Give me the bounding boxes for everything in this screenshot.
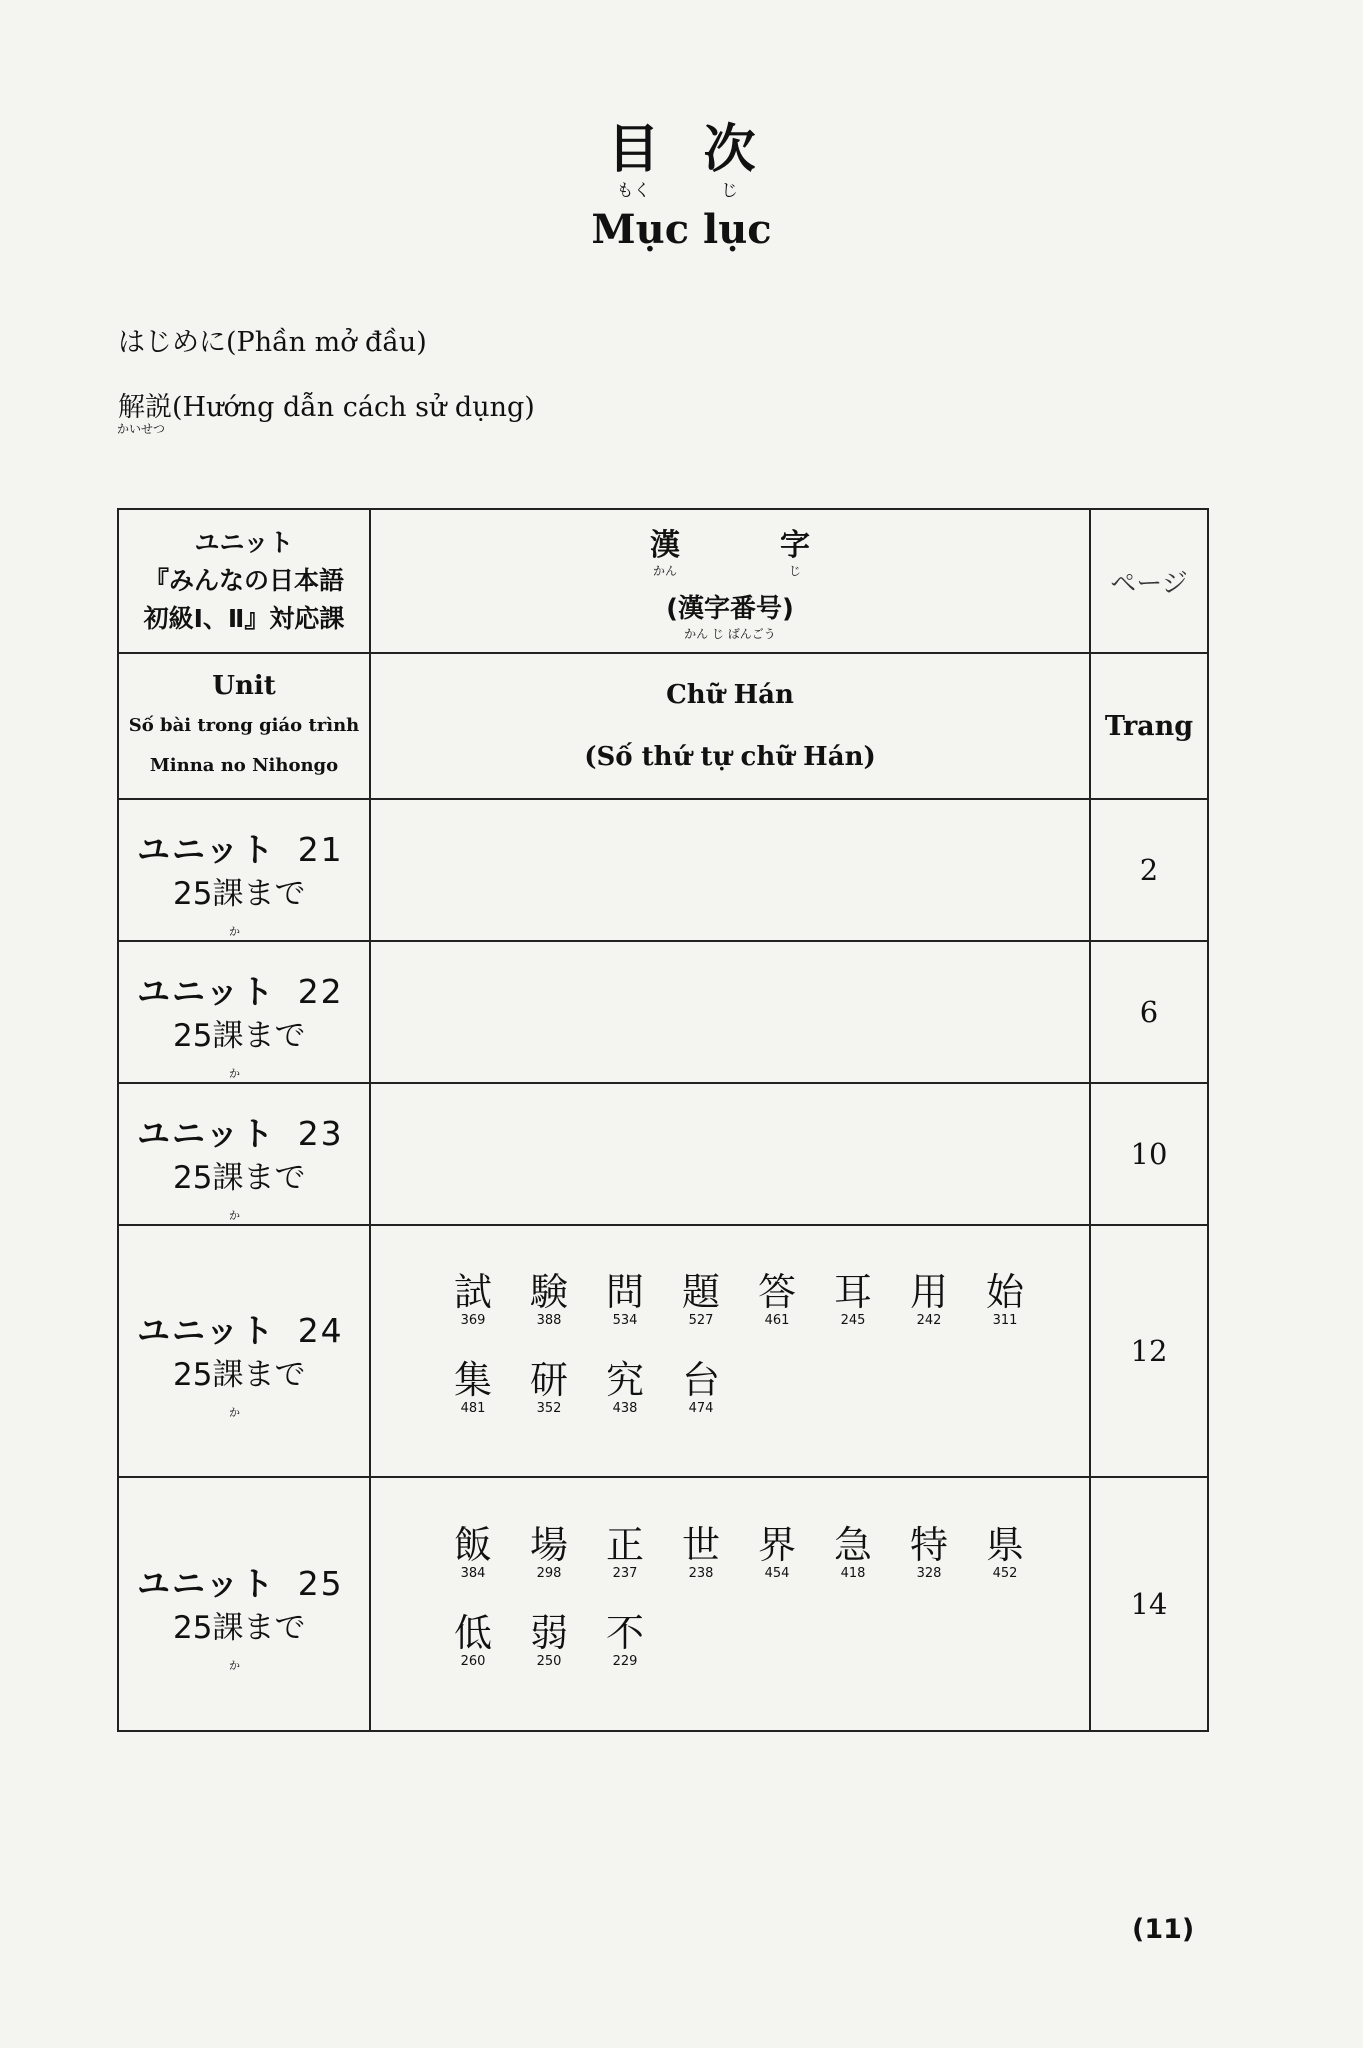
kanji-character: 弱	[529, 1611, 568, 1655]
kanji-number: 384	[460, 1566, 486, 1581]
kanji-number: 238	[688, 1566, 714, 1581]
page-number-cell: 6	[1090, 941, 1208, 1083]
kanji-item	[815, 1270, 891, 1328]
kanji-item	[511, 1523, 587, 1581]
unit-cell	[118, 1225, 370, 1477]
kanji-character: 始	[985, 1270, 1024, 1314]
header-unit-en: Unit	[212, 671, 276, 701]
intro-jp: はじめに	[118, 327, 226, 358]
kanji-character: 世	[681, 1523, 720, 1567]
unit-label: ユニット	[137, 1564, 276, 1603]
kanji-character: 界	[757, 1523, 796, 1567]
kanji-character: 飯	[453, 1523, 492, 1567]
kanji-number: 229	[612, 1654, 638, 1669]
lesson-ruby: か	[229, 925, 240, 938]
kanji-character: 不	[605, 1611, 644, 1655]
page-number-cell: 14	[1090, 1477, 1208, 1731]
intro-line-hajimeni	[118, 320, 427, 359]
unit-cell	[118, 941, 370, 1083]
kanji-row	[435, 1611, 1089, 1669]
kanji-grid	[371, 1509, 1089, 1669]
header-page-jp	[1090, 509, 1208, 653]
kanji-number: 452	[992, 1566, 1018, 1581]
table-row	[118, 1477, 1208, 1731]
kanji-item	[511, 1270, 587, 1328]
kanji-item	[587, 1358, 663, 1416]
unit-label: ユニット	[137, 1114, 276, 1153]
intro-line-kaisetsu	[118, 385, 535, 424]
kanji-number: 311	[992, 1313, 1018, 1328]
kanji-item	[815, 1523, 891, 1581]
unit-name	[137, 1307, 369, 1355]
kanji-number: 527	[688, 1313, 714, 1328]
kanji-character: 用	[909, 1270, 948, 1314]
kanji-cell	[370, 1477, 1090, 1731]
header-kanji-en: Chữ Hán	[666, 680, 794, 710]
kanji-number: 250	[536, 1654, 562, 1669]
kanji-item	[435, 1358, 511, 1416]
kaisetsu-ruby: かいせつ	[117, 422, 166, 436]
table-row	[118, 1083, 1208, 1225]
header-row-vn	[118, 653, 1208, 799]
kanji-character: 県	[985, 1523, 1024, 1567]
header-kanji-en-sub: (Số thứ tự chữ Hán)	[584, 742, 876, 772]
kanji-item	[587, 1611, 663, 1669]
kanji-item	[435, 1611, 511, 1669]
kanji-number: 352	[536, 1401, 562, 1416]
unit-lesson	[173, 874, 369, 938]
page-title-vietnamese: Mục lục	[591, 206, 772, 253]
kanji-grid	[371, 1256, 1089, 1416]
kanji-cell	[370, 1225, 1090, 1477]
kanji-item	[663, 1523, 739, 1581]
unit-name	[137, 1560, 369, 1608]
unit-label: ユニット	[137, 1311, 276, 1350]
kanji-character: 正	[605, 1523, 644, 1567]
unit-cell	[118, 1083, 370, 1225]
kanji-number: 328	[916, 1566, 942, 1581]
kanji-row	[435, 1523, 1089, 1581]
kanji-item	[967, 1523, 1043, 1581]
header-row-jp	[118, 509, 1208, 653]
kanji-row	[435, 1358, 1089, 1416]
kanji-item	[435, 1523, 511, 1581]
header-unit-vn-1: Số bài trong giáo trình	[128, 715, 360, 736]
kanji-number: 388	[536, 1313, 562, 1328]
header-kanji-sub: (漢字番号)	[666, 594, 794, 624]
kanji-character: 場	[529, 1523, 568, 1567]
header-kanji-sub-ruby: かん じ ばんごう	[684, 627, 776, 641]
table-row	[118, 799, 1208, 941]
table-row	[118, 1225, 1208, 1477]
header-unit-vn	[118, 653, 370, 799]
kanji-item	[967, 1270, 1043, 1328]
kanji-item	[739, 1523, 815, 1581]
page-number-footer: (11)	[1132, 1914, 1195, 1945]
unit-cell	[118, 799, 370, 941]
kanji-number: 418	[840, 1566, 866, 1581]
table-row	[118, 941, 1208, 1083]
header-page-vn-label: Trang	[1104, 710, 1194, 742]
kanji-item	[891, 1270, 967, 1328]
title-ruby-1: もく	[616, 181, 651, 201]
header-kanji-ruby-1: かん	[652, 564, 677, 578]
intro-jp: 解説	[118, 392, 172, 423]
kanji-item	[511, 1611, 587, 1669]
header-kanji-ruby-2: じ	[788, 564, 801, 578]
kanji-item	[511, 1358, 587, 1416]
unit-name	[137, 826, 369, 874]
lesson-ruby: か	[229, 1209, 240, 1222]
kanji-number: 298	[536, 1566, 562, 1581]
page-number-cell: 2	[1090, 799, 1208, 941]
unit-label: ユニット	[137, 830, 276, 869]
kanji-number: 481	[460, 1401, 486, 1416]
kanji-item	[663, 1270, 739, 1328]
page-title-kanji: 目次	[607, 120, 800, 180]
lesson-label: 25課まで	[173, 1357, 306, 1393]
kanji-number: 461	[764, 1313, 790, 1328]
header-kanji-vn	[370, 653, 1090, 799]
header-unit-jp	[118, 509, 370, 653]
kanji-number: 534	[612, 1313, 638, 1328]
unit-cell	[118, 1477, 370, 1731]
kanji-character: 急	[833, 1523, 872, 1567]
page-number-cell: 10	[1090, 1083, 1208, 1225]
lesson-label: 25課まで	[173, 1160, 306, 1196]
header-kanji-ruby	[371, 564, 1089, 578]
unit-lesson	[173, 1608, 369, 1672]
unit-name	[137, 1110, 369, 1158]
kanji-character: 問	[605, 1270, 644, 1314]
unit-lesson	[173, 1355, 369, 1419]
kanji-item	[891, 1523, 967, 1581]
title-ruby	[0, 180, 1363, 202]
kanji-character: 験	[529, 1270, 568, 1314]
lesson-label: 25課まで	[173, 1610, 306, 1646]
kanji-item	[739, 1270, 815, 1328]
lesson-ruby: か	[229, 1067, 240, 1080]
lesson-label: 25課まで	[173, 876, 306, 912]
kanji-character: 題	[681, 1270, 720, 1314]
header-unit-jp-line2: 『みんなの日本語	[143, 566, 344, 595]
kanji-row	[435, 1270, 1089, 1328]
unit-number: 24	[297, 1311, 344, 1350]
lesson-ruby: か	[229, 1659, 240, 1672]
unit-number: 22	[297, 972, 344, 1011]
kanji-number: 242	[916, 1313, 942, 1328]
toc-table	[117, 508, 1209, 1732]
kanji-number: 474	[688, 1401, 714, 1416]
header-page-vn	[1090, 653, 1208, 799]
header-unit-vn-2: Minna no Nihongo	[149, 755, 339, 776]
header-page-jp-label: ページ	[1110, 568, 1188, 599]
kanji-number: 260	[460, 1654, 486, 1669]
lesson-ruby: か	[229, 1406, 240, 1419]
intro-vn: (Hướng dẫn cách sử dụng)	[172, 392, 535, 423]
kanji-cell	[370, 799, 1090, 941]
title-block	[0, 120, 1363, 253]
kanji-number: 245	[840, 1313, 866, 1328]
unit-label: ユニット	[137, 972, 276, 1011]
unit-lesson	[173, 1016, 369, 1080]
kanji-character: 耳	[833, 1270, 872, 1314]
kanji-number: 454	[764, 1566, 790, 1581]
kanji-item	[663, 1358, 739, 1416]
unit-name	[137, 968, 369, 1016]
kanji-character: 研	[529, 1358, 568, 1402]
unit-number: 21	[297, 830, 344, 869]
kanji-character: 究	[605, 1358, 644, 1402]
kanji-cell	[370, 941, 1090, 1083]
header-kanji-label: 漢字	[650, 528, 910, 563]
unit-lesson	[173, 1158, 369, 1222]
kanji-character: 集	[453, 1358, 492, 1402]
kanji-number: 369	[460, 1313, 486, 1328]
kanji-number: 237	[612, 1566, 638, 1581]
kanji-character: 答	[757, 1270, 796, 1314]
unit-number: 25	[297, 1564, 344, 1603]
title-ruby-2: じ	[721, 181, 738, 201]
page-number-cell: 12	[1090, 1225, 1208, 1477]
kanji-character: 低	[453, 1611, 492, 1655]
kanji-item	[587, 1270, 663, 1328]
intro-vn: (Phần mở đầu)	[226, 327, 427, 358]
kanji-cell	[370, 1083, 1090, 1225]
kanji-number: 438	[612, 1401, 638, 1416]
kanji-item	[587, 1523, 663, 1581]
kanji-character: 特	[909, 1523, 948, 1567]
kanji-item	[435, 1270, 511, 1328]
header-unit-jp-line1: ユニット	[194, 528, 294, 557]
unit-number: 23	[297, 1114, 344, 1153]
kanji-character: 試	[453, 1270, 492, 1314]
lesson-label: 25課まで	[173, 1018, 306, 1054]
header-kanji-jp	[370, 509, 1090, 653]
header-unit-jp-line3: 初級Ⅰ、Ⅱ』対応課	[143, 604, 345, 633]
kanji-character: 台	[681, 1358, 720, 1402]
